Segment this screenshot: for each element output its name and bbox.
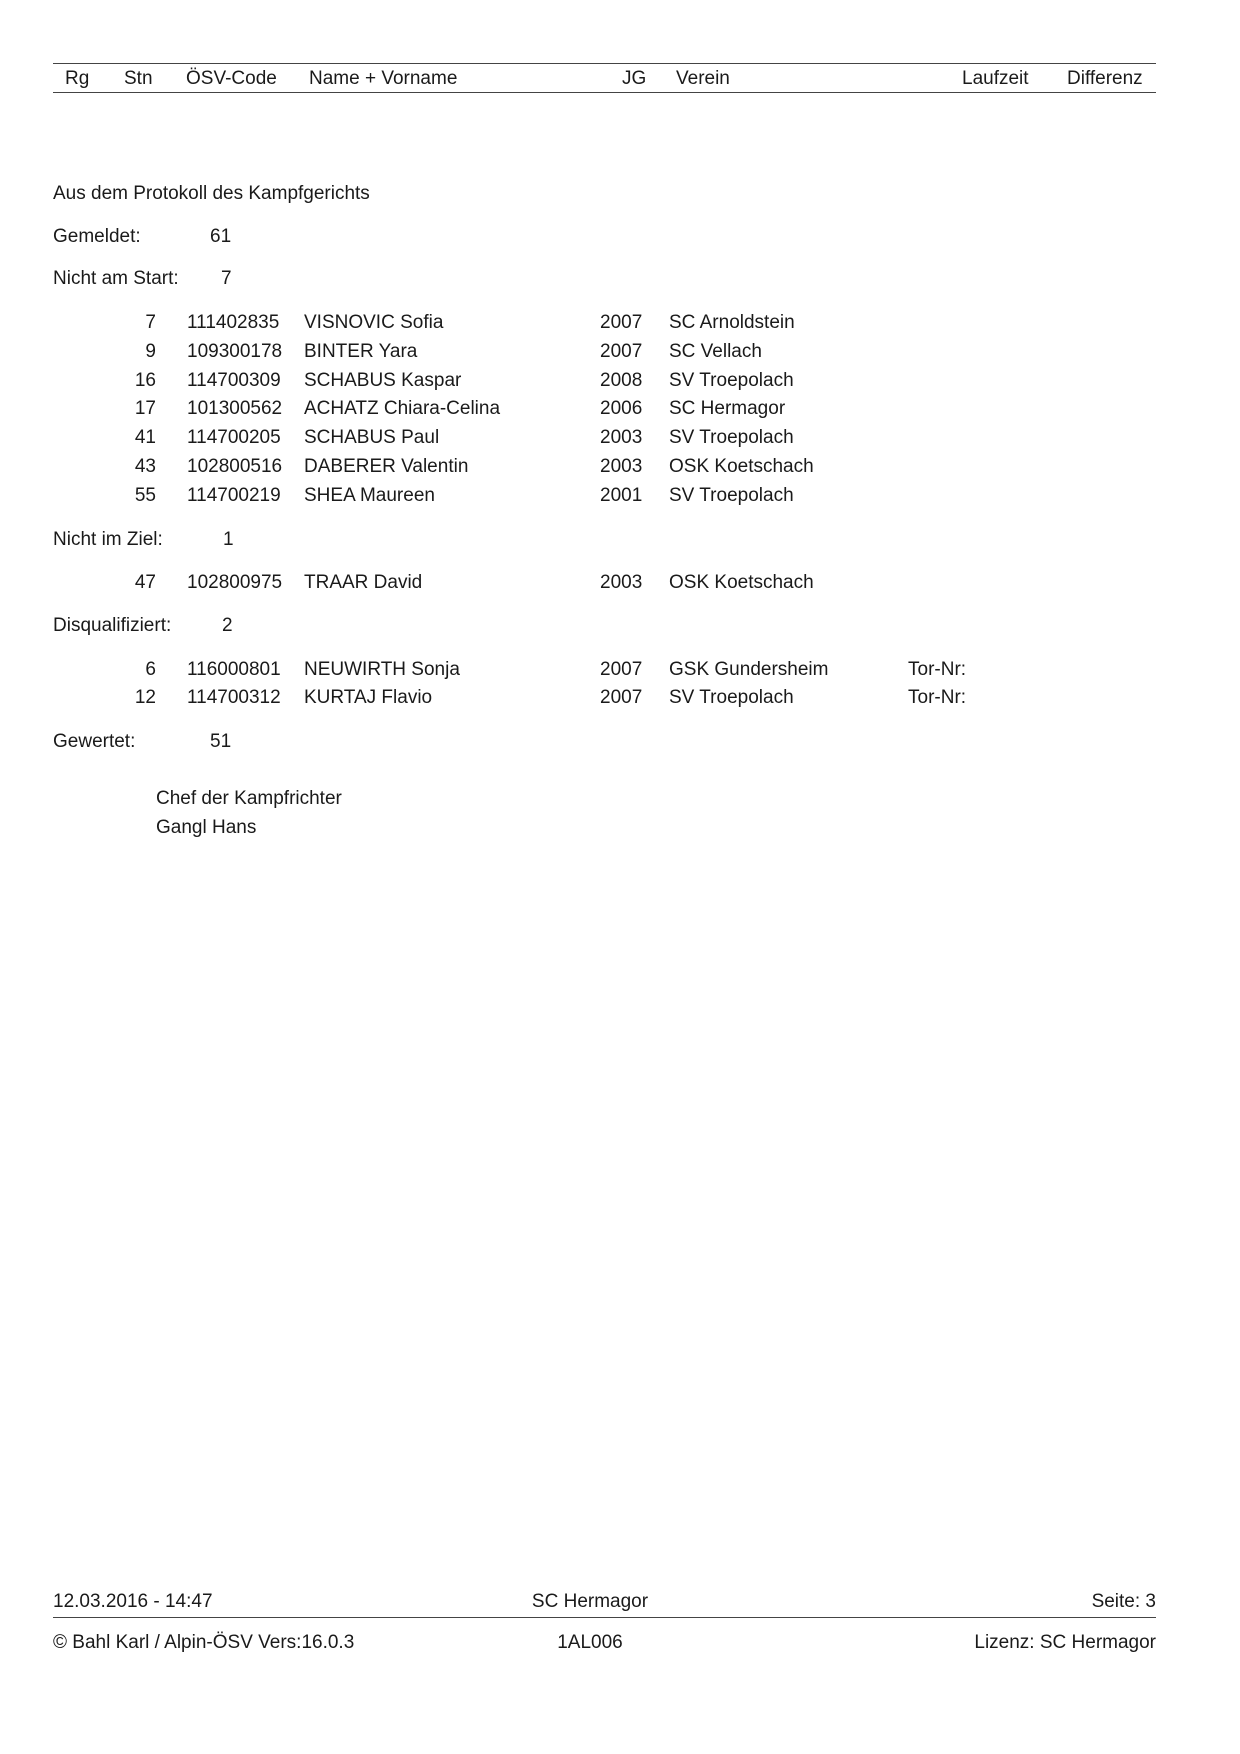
row-name: VISNOVIC Sofia bbox=[304, 312, 444, 333]
signature-role: Chef der Kampfrichter bbox=[156, 788, 342, 809]
footer-datetime: 12.03.2016 - 14:47 bbox=[53, 1591, 213, 1612]
footer-page-number: Seite: 3 bbox=[1091, 1591, 1156, 1612]
footer-rule bbox=[53, 1617, 1156, 1618]
nicht-am-start-label: Nicht am Start: bbox=[53, 268, 179, 289]
row-jg: 2007 bbox=[600, 341, 643, 362]
row-verein: SV Troepolach bbox=[669, 687, 794, 708]
row-code: 102800975 bbox=[187, 572, 283, 593]
row-name: DABERER Valentin bbox=[304, 456, 469, 477]
column-header-name: Name + Vorname bbox=[309, 68, 458, 89]
row-code: 114700312 bbox=[187, 687, 281, 708]
row-stn: 47 bbox=[134, 572, 156, 593]
row-code: 114700205 bbox=[187, 427, 281, 448]
row-jg: 2007 bbox=[600, 687, 643, 708]
row-name: KURTAJ Flavio bbox=[304, 687, 433, 708]
row-verein: OSK Koetschach bbox=[669, 572, 814, 593]
row-verein: SV Troepolach bbox=[669, 485, 794, 506]
row-name: SHEA Maureen bbox=[304, 485, 435, 506]
row-stn: 12 bbox=[134, 687, 156, 708]
footer-license: Lizenz: SC Hermagor bbox=[974, 1632, 1156, 1653]
column-header-differenz: Differenz bbox=[1067, 68, 1143, 89]
row-jg: 2007 bbox=[600, 312, 643, 333]
row-verein: SV Troepolach bbox=[669, 427, 794, 448]
row-code: 114700219 bbox=[187, 485, 281, 506]
gewertet-label: Gewertet: bbox=[53, 731, 136, 752]
column-header-jg: JG bbox=[622, 68, 647, 89]
row-tor-nr: Tor-Nr: bbox=[908, 659, 967, 680]
protocol-title: Aus dem Protokoll des Kampfgerichts bbox=[53, 183, 370, 204]
row-stn: 41 bbox=[134, 427, 156, 448]
footer-club: SC Hermagor bbox=[531, 1591, 649, 1612]
column-header-rg: Rg bbox=[65, 68, 90, 89]
row-name: BINTER Yara bbox=[304, 341, 418, 362]
header-top-rule bbox=[53, 63, 1156, 64]
row-name: TRAAR David bbox=[304, 572, 423, 593]
header-bottom-rule bbox=[53, 92, 1156, 93]
row-verein: OSK Koetschach bbox=[669, 456, 814, 477]
footer-copyright: © Bahl Karl / Alpin-ÖSV Vers:16.0.3 bbox=[53, 1632, 355, 1653]
row-stn: 17 bbox=[134, 398, 156, 419]
row-name: SCHABUS Kaspar bbox=[304, 370, 462, 391]
row-stn: 7 bbox=[145, 312, 156, 333]
row-verein: SV Troepolach bbox=[669, 370, 794, 391]
nicht-am-start-value: 7 bbox=[221, 268, 232, 289]
row-stn: 43 bbox=[134, 456, 156, 477]
row-verein: SC Vellach bbox=[669, 341, 762, 362]
footer-report-code: 1AL006 bbox=[557, 1632, 623, 1653]
row-jg: 2006 bbox=[600, 398, 643, 419]
row-stn: 55 bbox=[134, 485, 156, 506]
row-name: NEUWIRTH Sonja bbox=[304, 659, 460, 680]
nicht-im-ziel-label: Nicht im Ziel: bbox=[53, 529, 163, 550]
disqualifiziert-value: 2 bbox=[222, 615, 233, 636]
row-code: 101300562 bbox=[187, 398, 283, 419]
column-header-laufzeit: Laufzeit bbox=[962, 68, 1029, 89]
column-header-verein: Verein bbox=[676, 68, 730, 89]
row-name: ACHATZ Chiara-Celina bbox=[304, 398, 501, 419]
row-tor-nr: Tor-Nr: bbox=[908, 687, 967, 708]
row-verein: SC Arnoldstein bbox=[669, 312, 795, 333]
row-jg: 2008 bbox=[600, 370, 643, 391]
row-stn: 16 bbox=[134, 370, 156, 391]
nicht-im-ziel-value: 1 bbox=[223, 529, 234, 550]
gemeldet-label: Gemeldet: bbox=[53, 226, 141, 247]
signature-name: Gangl Hans bbox=[156, 817, 257, 838]
row-name: SCHABUS Paul bbox=[304, 427, 440, 448]
row-code: 109300178 bbox=[187, 341, 283, 362]
row-stn: 9 bbox=[145, 341, 156, 362]
column-header-oesv-code: ÖSV-Code bbox=[186, 68, 277, 89]
row-code: 102800516 bbox=[187, 456, 283, 477]
row-code: 114700309 bbox=[187, 370, 281, 391]
row-jg: 2007 bbox=[600, 659, 643, 680]
row-code: 116000801 bbox=[187, 659, 281, 680]
row-code: 111402835 bbox=[187, 312, 280, 333]
row-stn: 6 bbox=[145, 659, 156, 680]
row-jg: 2001 bbox=[600, 485, 643, 506]
row-verein: GSK Gundersheim bbox=[669, 659, 829, 680]
column-header-stn: Stn bbox=[124, 68, 153, 89]
row-verein: SC Hermagor bbox=[669, 398, 786, 419]
row-jg: 2003 bbox=[600, 572, 643, 593]
gewertet-value: 51 bbox=[210, 731, 232, 752]
disqualifiziert-label: Disqualifiziert: bbox=[53, 615, 172, 636]
row-jg: 2003 bbox=[600, 456, 643, 477]
gemeldet-value: 61 bbox=[210, 226, 232, 247]
row-jg: 2003 bbox=[600, 427, 643, 448]
